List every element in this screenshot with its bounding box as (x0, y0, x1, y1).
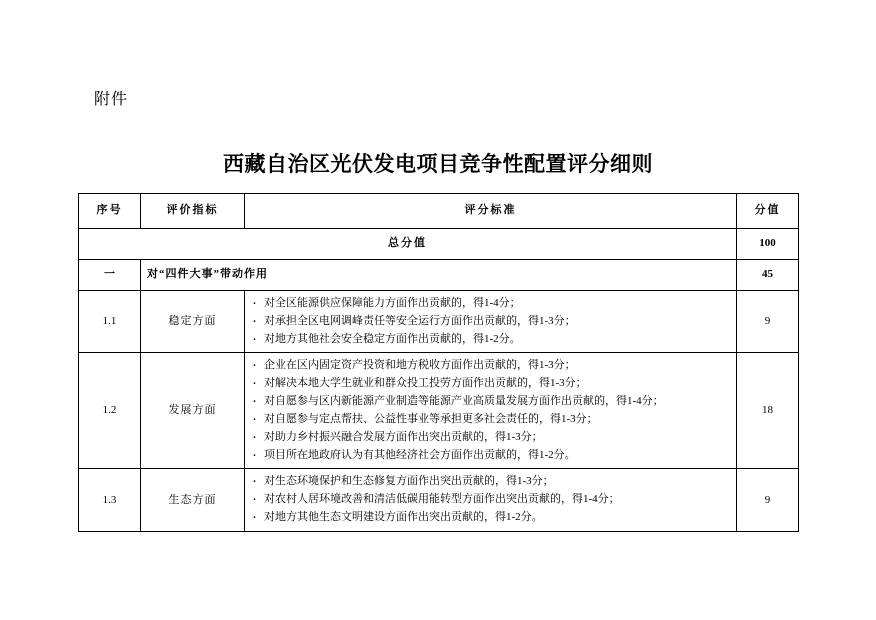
page-title: 西藏自治区光伏发电项目竞争性配置评分细则 (223, 152, 653, 176)
criteria-item: · 对农村人居环境改善和清洁低碳用能转型方面作出突出贡献的，得1-4分； (250, 491, 731, 509)
criteria-item: · 对助力乡村振兴融合发展方面作出突出贡献的，得1-3分； (250, 429, 731, 447)
column-header-index: 序号 (79, 194, 141, 229)
row-index: 1.1 (79, 291, 141, 353)
attachment-label: 附件 (94, 91, 129, 108)
scoring-table-container (78, 193, 798, 532)
table-row (79, 469, 799, 531)
row-criteria (245, 291, 737, 353)
criteria-item: · 对承担全区电网调峰责任等安全运行方面作出贡献的，得1-3分； (250, 313, 731, 331)
section-value: 45 (737, 260, 799, 291)
criteria-item: · 企业在区内固定资产投资和地方税收方面作出贡献的，得1-3分； (250, 357, 731, 375)
row-points: 9 (737, 291, 799, 353)
criteria-item: · 对生态环境保护和生态修复方面作出突出贡献的，得1-3分； (250, 473, 731, 491)
column-header-points: 分值 (737, 194, 799, 229)
criteria-item: · 对自愿参与区内新能源产业制造等能源产业高质量发展方面作出贡献的，得1-4分； (250, 393, 731, 411)
table-header-row (79, 194, 799, 229)
criteria-item: · 对地方其他生态文明建设方面作出突出贡献的，得1-2分。 (250, 509, 731, 527)
criteria-item: · 对地方其他社会安全稳定方面作出贡献的，得1-2分。 (250, 331, 731, 349)
row-criteria (245, 469, 737, 531)
table-row-section (79, 260, 799, 291)
row-metric: 稳定方面 (141, 291, 245, 353)
row-metric: 生态方面 (141, 469, 245, 531)
table-row-total (79, 229, 799, 260)
row-points: 9 (737, 469, 799, 531)
section-title: 对“四件大事”带动作用 (141, 260, 737, 291)
row-index: 1.2 (79, 353, 141, 469)
table-row (79, 291, 799, 353)
total-label: 总分值 (79, 229, 737, 260)
row-metric: 发展方面 (141, 353, 245, 469)
row-criteria (245, 353, 737, 469)
column-header-criteria: 评分标准 (245, 194, 737, 229)
criteria-item: · 对解决本地大学生就业和群众投工投劳方面作出贡献的，得1-3分； (250, 375, 731, 393)
section-number: 一 (79, 260, 141, 291)
criteria-item: · 对全区能源供应保障能力方面作出贡献的，得1-4分； (250, 295, 731, 313)
criteria-item: · 对自愿参与定点帮扶、公益性事业等承担更多社会责任的，得1-3分； (250, 411, 731, 429)
scoring-table (78, 193, 799, 532)
total-value: 100 (737, 229, 799, 260)
row-points: 18 (737, 353, 799, 469)
column-header-metric: 评价指标 (141, 194, 245, 229)
criteria-item: · 项目所在地政府认为有其他经济社会方面作出贡献的，得1-2分。 (250, 447, 731, 465)
row-index: 1.3 (79, 469, 141, 531)
table-row (79, 353, 799, 469)
